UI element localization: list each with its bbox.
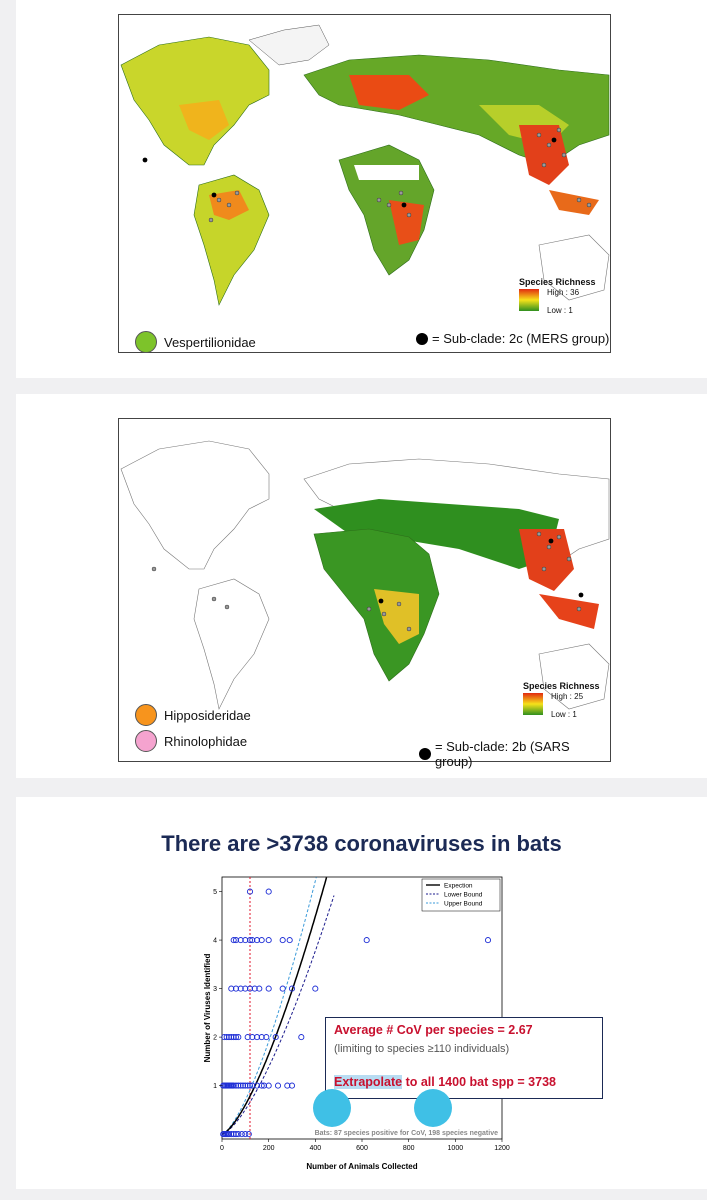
y-ticks-group [213,889,222,1090]
legend-high: High : 36 [547,288,580,297]
callout-extrapolate [334,1075,556,1089]
legend-low: Low : 1 [547,306,573,315]
slide-title: There are >3738 coronaviruses in bats [161,831,562,856]
slide-coronavirus-estimate [16,797,707,1189]
y-axis-label: Number of Viruses Identified [203,953,212,1063]
pink-circle-icon [135,730,157,752]
black-dot-icon [419,748,431,760]
chart-legend [422,879,500,911]
extrapolate-highlight: Extrapolate [334,1075,403,1089]
estimate-callout [325,1017,603,1099]
x-tick-label: 1200 [494,1145,510,1152]
subclade-legend [416,331,609,346]
legend-title: Species Richness [523,681,600,691]
orange-circle-icon [135,704,157,726]
blue-marker-right [414,1089,452,1127]
subclade-legend [419,739,610,769]
y-tick-label: 3 [213,986,217,994]
x-tick-label: 1000 [447,1145,464,1152]
black-dot-icon [416,333,428,345]
y-tick-label: 4 [213,937,217,945]
legend-expection: Expection [444,882,473,890]
y-tick-label: 2 [213,1034,217,1042]
x-tick-label: 400 [309,1145,322,1152]
x-tick-label: 0 [220,1145,224,1152]
x-tick-label: 200 [262,1145,275,1152]
slide-hipposideridae-rhinolophidae [16,394,707,778]
callout-average: Average # CoV per species = 2.67 [334,1023,533,1037]
family-label: Hipposideridae [164,707,251,723]
extrapolate-rest: to all 1400 bat spp = 3738 [402,1075,556,1089]
y-tick-label: 1 [213,1083,217,1091]
subclade-label: = Sub-clade: 2b (SARS group) [434,739,570,769]
family-legend-hipposideridae [135,704,251,726]
legend-upper-bound: Upper Bound [444,900,483,908]
x-ticks-group [220,1139,510,1152]
legend-title: Species Richness [519,277,596,287]
world-map-vespertilionidae [118,14,611,353]
family-label: Rhinolophidae [164,733,248,749]
world-map-hipposideridae [118,418,611,769]
richness-gradient [523,693,543,715]
x-tick-label: 600 [356,1145,368,1152]
subclade-label: = Sub-clade: 2c (MERS group) [432,331,610,346]
richness-gradient [519,289,539,311]
family-legend-vespertilionidae [135,331,256,353]
x-axis-label: Number of Animals Collected [306,1162,418,1171]
species-richness-legend [523,681,600,719]
legend-lower-bound: Lower Bound [444,891,483,899]
callout-limit: (limiting to species ≥110 individuals) [334,1043,510,1055]
chart-note: Bats: 87 species positive for CoV, 198 species negative [314,1130,498,1137]
legend-low: Low : 1 [551,710,577,719]
slide-vespertilionidae [16,0,707,378]
green-circle-icon [135,331,157,353]
family-label: Vespertilionidae [164,334,256,350]
species-richness-legend [519,277,596,315]
plot-frame [222,877,502,1139]
blue-marker-left [313,1089,351,1127]
x-tick-label: 800 [402,1145,415,1152]
legend-high: High : 25 [551,692,584,701]
y-tick-label: 5 [213,889,217,897]
family-legend-rhinolophidae [135,730,247,752]
